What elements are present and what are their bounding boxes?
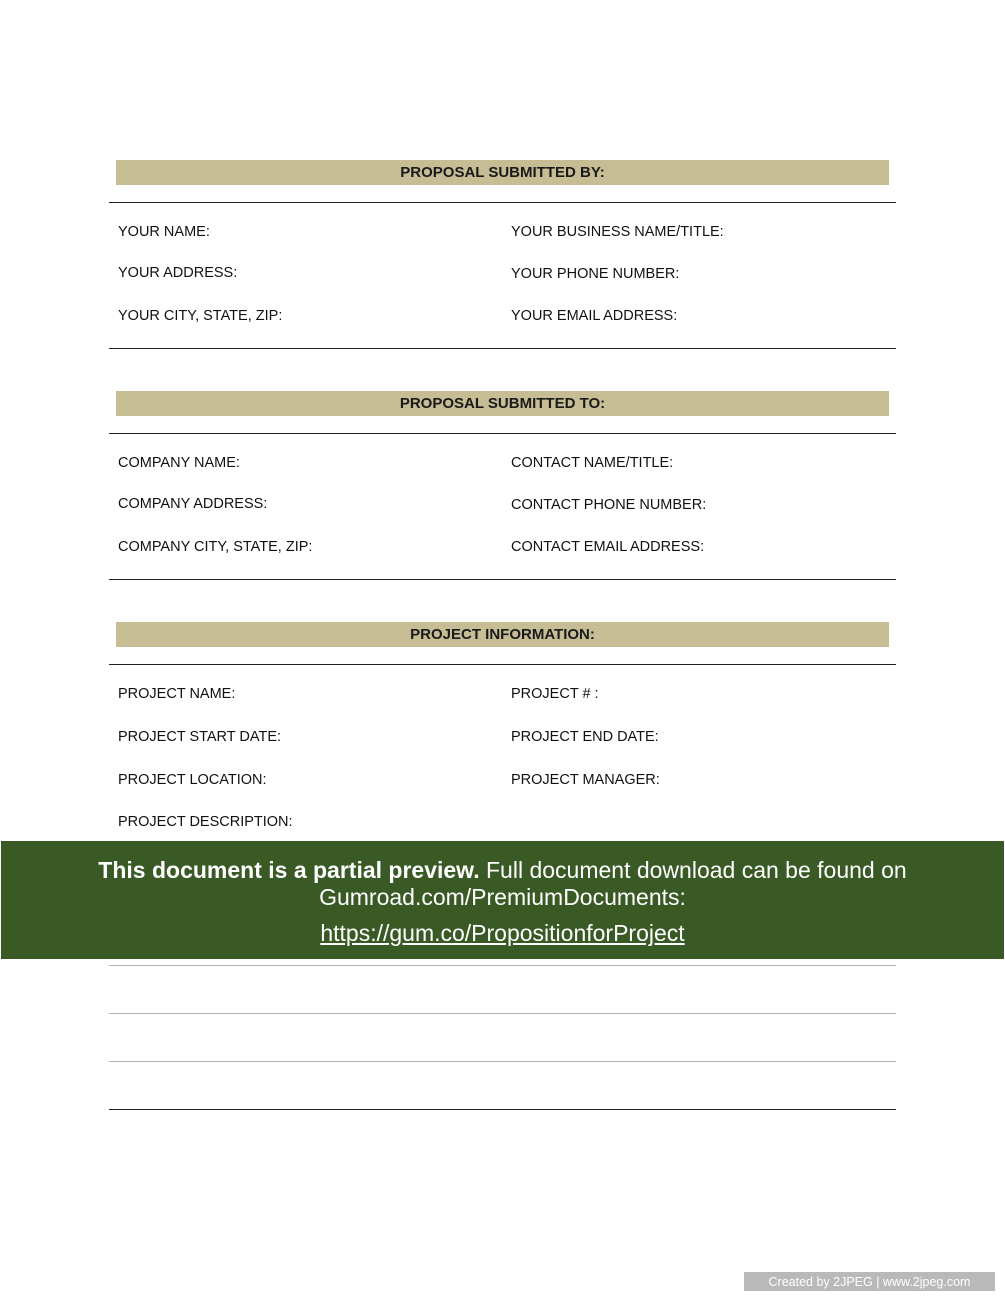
- contact-phone-label: CONTACT PHONE NUMBER:: [511, 497, 707, 513]
- divider: [109, 433, 896, 434]
- your-business-name-label: YOUR BUSINESS NAME/TITLE:: [511, 224, 724, 240]
- company-city-state-zip-label: COMPANY CITY, STATE, ZIP:: [118, 539, 313, 555]
- project-location-label: PROJECT LOCATION:: [118, 772, 267, 788]
- divider: [109, 1109, 896, 1110]
- company-name-label: COMPANY NAME:: [118, 455, 240, 471]
- divider: [109, 348, 896, 349]
- banner-bold-text: This document is a partial preview.: [98, 857, 480, 883]
- project-manager-label: PROJECT MANAGER:: [511, 772, 660, 788]
- description-line: [109, 1061, 896, 1062]
- banner-text: Full document download can be found on Gumroad.com/PremiumDocuments:: [319, 857, 907, 910]
- project-end-date-label: PROJECT END DATE:: [511, 729, 659, 745]
- submitted-to-header: PROPOSAL SUBMITTED TO:: [116, 391, 889, 416]
- banner-message: [1, 857, 1004, 911]
- project-name-label: PROJECT NAME:: [118, 686, 236, 702]
- description-line: [109, 1013, 896, 1014]
- divider: [109, 202, 896, 203]
- divider: [109, 664, 896, 665]
- your-name-label: YOUR NAME:: [118, 224, 210, 240]
- your-phone-label: YOUR PHONE NUMBER:: [511, 266, 680, 282]
- download-link[interactable]: https://gum.co/PropositionforProject: [320, 920, 685, 946]
- company-address-label: COMPANY ADDRESS:: [118, 496, 268, 512]
- project-start-date-label: PROJECT START DATE:: [118, 729, 282, 745]
- project-description-label: PROJECT DESCRIPTION:: [118, 814, 293, 830]
- your-city-state-zip-label: YOUR CITY, STATE, ZIP:: [118, 308, 283, 324]
- project-number-label: PROJECT # :: [511, 686, 599, 702]
- description-line: [109, 965, 896, 966]
- divider: [109, 579, 896, 580]
- submitted-by-header: PROPOSAL SUBMITTED BY:: [116, 160, 889, 185]
- your-address-label: YOUR ADDRESS:: [118, 265, 238, 281]
- preview-banner: [1, 841, 1004, 959]
- contact-name-label: CONTACT NAME/TITLE:: [511, 455, 674, 471]
- contact-email-label: CONTACT EMAIL ADDRESS:: [511, 539, 705, 555]
- project-information-header: PROJECT INFORMATION:: [116, 622, 889, 647]
- watermark: Created by 2JPEG | www.2jpeg.com: [744, 1272, 995, 1291]
- your-email-label: YOUR EMAIL ADDRESS:: [511, 308, 678, 324]
